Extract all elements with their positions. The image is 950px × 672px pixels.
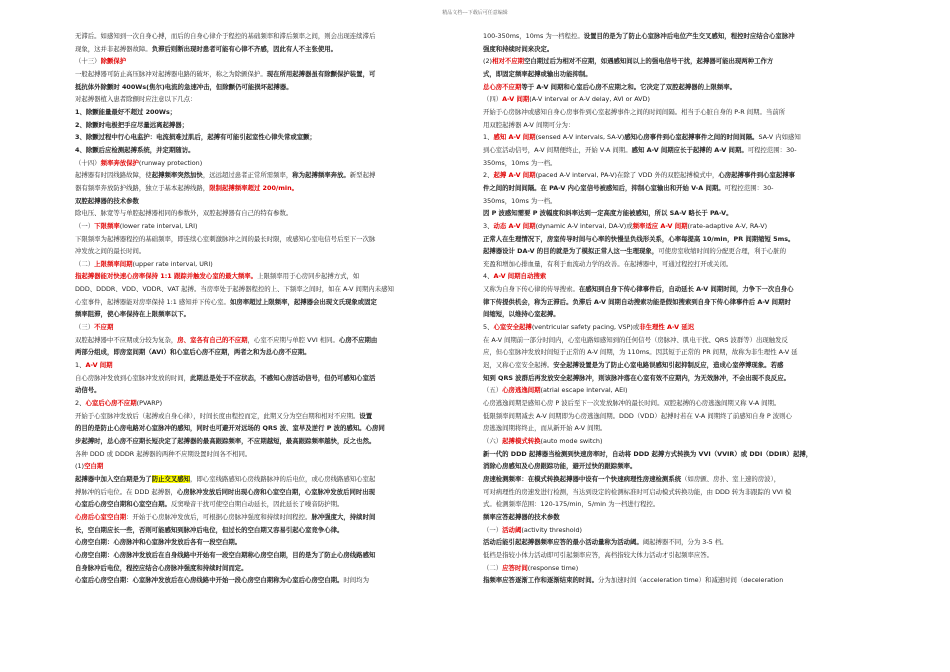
text-line [75, 473, 470, 486]
text-run: A-V 间期自动搜索 [493, 272, 547, 281]
text-run: 3、 [483, 221, 494, 230]
text-run: SA-V 内如感知 [758, 133, 801, 142]
text-run: （二） [483, 563, 503, 572]
text-run: 件之间的时间间隔。 [483, 183, 541, 192]
text-line [483, 182, 878, 195]
text-line [483, 435, 878, 448]
text-run: 低档是指较小体力活动即可引起频率应答，高档指较大体力活动才引起频率应答。 [483, 550, 714, 559]
text-run: 房速检测频率：在模式转换起搏器中设有一个快速病理性房速检测系统 [483, 474, 682, 483]
text-run: (atrial escape interval, AEI) [540, 386, 628, 395]
text-run: 安全起搏设置是为了防止心室电路误感知引起抑制反应，造成心室停博现象。若感 [553, 361, 784, 370]
text-line [483, 157, 878, 170]
text-run: 如房率超过上限频率，起搏器会出现文氏现象或固定 [229, 297, 377, 306]
text-run: 应答时间 [502, 563, 528, 572]
text-line [483, 422, 878, 435]
text-run: 3、除颤过程中行心电监护：电流损难过肌后，起搏有可能引起室性心律失常或室颤； [75, 133, 316, 142]
text-run: 总心房不应期 [483, 82, 522, 91]
text-run: （一） [483, 525, 503, 534]
text-line [75, 93, 470, 106]
text-run: 下限频率为起搏器程控的基础频率，即连续心室刺激脉冲之间的最长时限，或感知心室电信号后至下一次脉 [75, 234, 376, 243]
text-line [483, 524, 878, 537]
text-line [75, 296, 470, 309]
text-line [483, 93, 878, 106]
text-line [75, 220, 470, 233]
text-run: 下限频率 [94, 221, 120, 230]
text-run: 起搏模式转换 [502, 437, 541, 445]
text-run: (PVARP) [136, 399, 163, 408]
text-run: 350ms，10ms 为一档。 [483, 196, 557, 205]
text-run: 式，即固定频率起搏或输出功能抑制。 [483, 69, 592, 78]
text-run: DDD、DDDR、VDD、VDDR、VAT 起搏。当房率处于起搏器程控的上、下频率之间时，如在 A-V 间期内未感知 [75, 285, 394, 294]
text-run: 强度和持续时间来决定。 [483, 44, 554, 53]
text-line [75, 169, 470, 182]
text-run: 又称为自身下传心律的传导搜索。 [483, 285, 579, 294]
text-run: 因 P 波感知需要 P 波幅度和斜率达到一定高度方能被感知，所以 SA-V 略长于 PA-V。 [483, 209, 733, 218]
text-run: 房逃逸间期将终止，而从新开始 A-V 间期。 [483, 424, 607, 433]
text-run: 在除了 VDD 外的双腔起搏模式中， [617, 171, 719, 180]
text-line [75, 55, 470, 68]
text-run: 心房后心室空白期 [75, 512, 127, 521]
text-run: 心室后心房不应期 [85, 399, 137, 408]
text-run: 350ms，10ms 为一档。 [483, 158, 557, 167]
text-run: （如房颤、房扑、室上速的房波）， [681, 474, 781, 483]
text-line [483, 195, 878, 208]
text-run: 在 PA-V 内心室信号被感知后，抑制心室输出和开始 V-A 间期。 [540, 183, 725, 192]
text-run: 除颤保护 [100, 57, 127, 66]
text-line [483, 169, 878, 182]
text-run: 上限频率间期 [94, 259, 133, 268]
text-run: 搏脉冲的后电位。在 DDD 起搏器， [75, 487, 177, 496]
text-run: 限制起搏频率超过 200/min。 [209, 183, 299, 192]
text-run: (ventricular safety pacing, VSP) [531, 323, 633, 332]
text-run: 设置 [359, 411, 373, 420]
text-run: A-V 间期 [502, 95, 530, 104]
text-line [75, 397, 470, 410]
text-line [483, 81, 878, 94]
text-run: 开始于心房脉冲或感知自身心房事件到心室起搏事件之间的时间间隔。相当于心脏自身的 P-R 间期。当前所 [483, 107, 786, 116]
text-line [483, 233, 878, 246]
text-line [75, 81, 470, 94]
text-run: 起搏器中加入空白期是为了 [75, 474, 152, 483]
text-run: 负滞后则断出现时患者可能有心律不齐感，因此有人不主张使用。 [151, 44, 338, 53]
text-run: 称为起搏频率奔放。 [292, 171, 350, 180]
text-line [75, 562, 470, 575]
text-run: 式。检测频率范围：120-175/min，5/min 为一档进行程控。 [483, 500, 660, 509]
text-run: 心室后心房空白期：心室脉冲发放后在心房线路中开始一段心房空白期称为心室后心房空白期。 [75, 576, 344, 585]
text-line [75, 144, 470, 157]
text-run: ，远远超过患者正常所需频率， [202, 171, 293, 180]
text-line [483, 68, 878, 81]
text-line [483, 511, 878, 524]
text-run: 间缩短，以维持心室起搏。 [483, 310, 560, 319]
text-run: 长，空白期应长一些，否则可能感知到脉冲后电位，但过长的空白期又容易引起心室竞争心律。 [75, 525, 344, 534]
text-run: 1、 [75, 361, 86, 370]
text-line [483, 410, 878, 423]
text-line [483, 270, 878, 283]
text-line [483, 460, 878, 473]
text-line [75, 334, 470, 347]
text-line [75, 30, 470, 43]
text-run: 房、室各有自己的不应期 [177, 335, 248, 344]
text-line [75, 346, 470, 359]
text-line [483, 144, 878, 157]
text-run: （十三） [75, 57, 101, 66]
text-run: 5、 [483, 323, 494, 332]
text-line [483, 384, 878, 397]
text-run: 开始于心室脉冲发放后（起搏或自身心律），时间长度由程控而定，此期又分为空白期和相对不应期。 [75, 411, 360, 420]
text-run: 抵抗体外除颤时 400Ws(焦尔)电流的急速冲击，但除颤仍可能损坏起搏器。 [75, 82, 293, 91]
text-run: 新型起搏 [349, 171, 376, 180]
text-line [483, 574, 878, 587]
text-run: （四） [483, 95, 503, 104]
text-run: 分为加速时间（acceleration time）和减速时间（deceleration [598, 576, 784, 585]
text-run: 在 A-V 间期前一部分时间内，心室电路如感知到的任何信号（房脉冲、肌电干扰、QRS 波群等）出现触发反 [483, 335, 788, 344]
text-run: 心室后心房空白期和心室空白期。 [75, 500, 171, 509]
text-run: 律下传提供机会，称为正滞后。负滞后 A-V 间期自动搜索功能是假如搜索到自身下传心律事件后 A-V 间期时 [483, 297, 791, 306]
text-run: 2、 [483, 171, 494, 180]
text-run: 频率适应 A-V 间期 [632, 221, 688, 230]
text-line [483, 321, 878, 334]
text-run: (activity threshold) [521, 525, 583, 534]
text-run: 正常人在生理情况下，房室传导时间与心率的快慢呈负线形关系，心率每提高 10/min，PR 间期缩短 5ms。 [483, 234, 795, 243]
text-run: 充盈和增加心排血量，有利于血流动力学的改善。在起搏器中，可通过程控打开或关闭。 [483, 259, 733, 268]
text-run: 2、除颤时电极把手应尽量远离起搏器； [75, 120, 189, 129]
text-run: 现在所用起搏器虽有除颤保护装置，可 [266, 69, 376, 78]
text-run: 或 [626, 221, 633, 230]
text-line [483, 372, 878, 385]
text-line [75, 384, 470, 397]
text-run: 低限频率间期减去 A-V 间期即为心房逃逸间期。DDD（VDD）起搏时若在 V-A 间期终了前感知自身 P 波则心 [483, 411, 792, 420]
text-line [483, 106, 878, 119]
text-line [75, 448, 470, 461]
text-run: 自心房脉冲发放到心室脉冲发放的时间， [75, 373, 191, 382]
text-run: （六） [483, 437, 503, 445]
text-line [75, 549, 470, 562]
text-run: 对起搏器植入患者除颤时应注意以下几点： [75, 95, 197, 104]
text-run: 心房不应期由 [338, 335, 378, 344]
text-run: (rate-adaptive A-V, RA-V) [687, 221, 768, 230]
text-line [483, 308, 878, 321]
text-run: （一） [75, 221, 95, 230]
text-run: 知到 QRS 波群后再发放安全起搏脉冲，则该脉冲落在心室有效不应期内，为无效脉冲，不会出现不良反应。 [483, 373, 790, 382]
text-line [75, 195, 470, 208]
text-line [75, 283, 470, 296]
text-run: 感知 A-V 间期应长于起搏的 A-V 间期。 [631, 145, 748, 154]
text-run: （十四） [75, 158, 101, 167]
text-line [75, 233, 470, 246]
text-run: 的目的是防止心房电路对心室脉冲的感知，同时也可避开对远场的 QRS 波、室早及逆行 P 波的感知。心房同 [75, 424, 385, 433]
text-run: 活动阈 [502, 525, 522, 534]
text-run: 心室事件，起搏器能对房率保持 1:1 感知并下传心室。 [75, 297, 230, 306]
text-run: 此期总是处于不应状态，不感知心房活动信号，但仍可感知心室活 [190, 373, 376, 382]
text-line [75, 574, 470, 587]
text-run: 1、除颤能量最好不超过 200Ws； [75, 107, 177, 116]
page-header: 精品文档---下载后可任意编辑 [442, 10, 508, 16]
text-line [483, 359, 878, 372]
text-line [483, 334, 878, 347]
text-run: 可使房室收缩时间的分配更合理，利于心脏的 [658, 247, 787, 256]
text-run: 可对病理性的房速发进行检测，当达到设定的检测标准时可启动模式转换功能，由 DDD 转为非跟踪的 VVI 模 [483, 487, 792, 496]
text-line [75, 410, 470, 423]
text-run: 心房空白期：心房脉冲和心室脉冲发放后各有一段空白期。 [75, 538, 242, 547]
text-run: 等于 A-V 间期和心室后心房不应期之和。它决定了双腔起搏器的上限频率。 [521, 82, 736, 91]
text-run: ：开始于心房脉冲发放后，可根据心房脉冲强度和持续时间程控。 [126, 512, 312, 521]
text-run: 指起搏器能对快速心房率保持 1:1 跟踪并触发心室的最大频率。 [75, 272, 258, 281]
text-line [75, 372, 470, 385]
text-run: 用双腔起搏器 A-V 间期可分为： [483, 120, 575, 129]
text-run: 4、除颤后应检测起搏系统，并定期随访。 [75, 145, 195, 154]
text-line [483, 448, 878, 461]
text-line [75, 524, 470, 537]
text-run: 不应期 [94, 323, 114, 332]
text-run: 空白期过后为相对不应期，如遇感知间以上的强电信号干扰，起搏器可能出现两种工作方 [524, 57, 774, 66]
text-line [75, 270, 470, 283]
text-run: 防止交叉感知 [151, 474, 191, 483]
text-run: (lower rate interval, LRI) [119, 221, 198, 230]
text-run: 冲发放之间的最长时间。 [75, 247, 146, 256]
text-run: 4、 [483, 272, 494, 281]
text-line [75, 435, 470, 448]
text-line [75, 498, 470, 511]
text-run: (dynamic A-V interval, DA-V) [535, 221, 627, 230]
text-line [483, 43, 878, 56]
text-run: 阈起搏器不同，分为 3-5 档。 [642, 538, 728, 547]
text-run: 到心室活动信号，A-V 间期便终止，开始 V-A 间期。 [483, 145, 632, 154]
text-line [483, 207, 878, 220]
text-run: 100-350ms，10ms 为一档程控。 [483, 32, 584, 40]
text-line [483, 119, 878, 132]
text-run: 可程控范围：30- [747, 145, 797, 154]
text-run: (paced A-V interval, PA-V) [535, 171, 618, 180]
text-run: 无滞后。如感知到一次自身心搏，而后的自身心律介于程控的基础频率和滞后频率之间，则会出现连续滞后 [75, 32, 376, 40]
text-run: 脉冲强度大，持续时间 [311, 512, 376, 521]
text-run: (2) [483, 57, 493, 66]
text-line [75, 258, 470, 271]
text-line [75, 182, 470, 195]
text-line [483, 536, 878, 549]
text-run: 频率应答起搏器的技术参数 [483, 512, 560, 521]
text-run: 步起搏时，总心房不应期长短决定了起搏器的最高跟踪频率，不应期越短，最高跟踪频率越快，反之也然。 [75, 437, 376, 445]
text-run: 器有频率奔放防护线路，独立于基本起搏线路， [75, 183, 210, 192]
text-run: ，心室不应期与单腔 VVI 相同。 [247, 335, 339, 344]
text-line [75, 157, 470, 170]
text-line [75, 106, 470, 119]
text-run: （二） [75, 259, 95, 268]
text-run: A-V 间期 [85, 361, 113, 370]
text-run: 起搏器设计 DA-V 的目的就是为了模拟正常人这一生理现象， [483, 247, 659, 256]
text-line [75, 536, 470, 549]
text-line [75, 245, 470, 258]
text-run: (response time) [527, 563, 579, 572]
text-line [75, 68, 470, 81]
text-line [75, 308, 470, 321]
text-run: 心室安全起搏 [493, 323, 532, 332]
text-run: （三） [75, 323, 95, 332]
text-run: 频率奔放保护 [100, 158, 139, 167]
text-run: 频率阻滞，使心率保持在上限频率以下。 [75, 310, 191, 319]
text-line [483, 30, 878, 43]
text-run: 动态 A-V 间期 [493, 221, 536, 230]
text-line [75, 207, 470, 220]
text-line [483, 346, 878, 359]
text-run: 双腔起搏器的技术参数 [75, 196, 139, 205]
text-run: 相对不应期 [492, 57, 525, 66]
text-line [483, 131, 878, 144]
text-run: 活动后能引起起搏器频率应答的最小活动量称为活动阈。 [483, 538, 643, 547]
text-run: 心房起搏事件到心室起搏事 [718, 171, 796, 180]
text-run: (sensed A-V intervals, SA-V) [535, 133, 625, 142]
text-line [483, 397, 878, 410]
text-line [75, 119, 470, 132]
text-run: 应，但心室脉冲发放时间短于正常的 A-V 间期，为 110ms。因其短于正常的 PR 间期，故称为非生理性 A-V 延 [483, 348, 798, 357]
text-run: 消除心房感知及心房跟踪功能，避开过快的跟踪频率。 [483, 462, 637, 471]
text-run: 一般起搏器可防止高压脉冲对起搏器电路的破坏，称之为除颤保护。 [75, 69, 267, 78]
text-run: 现象，这并非起搏器故障。 [75, 44, 152, 53]
text-run: （五） [483, 386, 503, 395]
text-line [483, 549, 878, 562]
text-run: 在感知到自身下传心律事件后，自动延长 A-V 间期时间，力争下一次自身心 [578, 285, 794, 294]
text-line [75, 43, 470, 56]
text-run: ，即心室线路感知心房线路脉冲的后电位，或心房线路感知心室起 [190, 474, 376, 483]
text-line [483, 55, 878, 68]
text-run: (upper rate interval, URI) [132, 259, 213, 268]
text-run: 设置目的是为了防止心室脉冲后电位产生交叉感知，程控时应结合心室脉冲 [583, 32, 795, 40]
text-run: (A-V interval or A-V delay, AVI or AVD) [529, 95, 650, 104]
text-line [483, 486, 878, 499]
text-line [483, 498, 878, 511]
text-line [483, 220, 878, 233]
text-run: 迟，又称心室安全起搏。 [483, 361, 554, 370]
text-run: 心房脉冲发放后同时出现心房和心室空白期，心室脉冲发放后同时出现 [176, 487, 376, 496]
text-run: 指频率应答逐渐工作和逐渐结束的时间。 [483, 576, 599, 585]
left-column [75, 30, 470, 587]
text-run: 起搏频率突然加快 [151, 171, 203, 180]
text-run: (auto mode switch) [540, 437, 603, 445]
text-run: 心房空白期：心房脉冲发放后在自身线路中开始有一段空白期称心房空白期，目的是为了防止心房线路感知 [75, 550, 376, 559]
text-line [483, 258, 878, 271]
text-line [75, 460, 470, 473]
text-line [75, 131, 470, 144]
text-run: 心房逃逸间期是感知心房 P 波后至下一次发放脉冲的最长时间。双腔起搏的心房逃逸间期又称 V-A 间期。 [483, 399, 781, 408]
text-line [75, 422, 470, 435]
text-line [483, 296, 878, 309]
text-line [483, 283, 878, 296]
text-run: 动信号。 [75, 386, 101, 395]
text-line [75, 511, 470, 524]
text-run: 新一代的 DDD 起搏器当检测到快速房率时，自动将 DDD 起搏方式转换为 VVI（VVIR）或 DDI（DDIR）起搏， [483, 449, 813, 458]
text-line [75, 321, 470, 334]
text-run: 非生理性 A-V 延迟 [639, 323, 695, 332]
text-run: 感知 A-V 间期 [493, 133, 536, 142]
text-run: 上限频率用于心房同步起搏方式，如 [257, 272, 360, 281]
right-column [483, 30, 878, 587]
text-run: 各种 DDD 或 DDDR 起搏器的两种不应期设置时间各不相同。 [75, 449, 252, 458]
text-run: 可程控范围：30- [724, 183, 774, 192]
text-run: 2、 [75, 399, 86, 408]
text-run: 两部分组成，即房室间期（AVI）和心室后心房不应期，两者之和为总心房不应期。 [75, 348, 311, 357]
text-run: (1) [75, 462, 85, 471]
text-run: 或 [632, 323, 640, 332]
text-run: 反窦噪音干扰可使空白期自动延长，因此延长了噪音防护期。 [170, 500, 344, 509]
text-run: 自身脉冲后电位，程控应结合心房脉冲强度和持续时间而定。 [75, 563, 248, 572]
text-run: 1、 [483, 133, 494, 142]
text-line [483, 473, 878, 486]
text-run: 时间均为 [343, 576, 369, 585]
text-line [75, 486, 470, 499]
text-run: 心房逃逸间期 [502, 386, 541, 395]
text-run: 起搏器有时因线路故障，使 [75, 171, 152, 180]
text-run: 除电压、脉宽等与单腔起搏器相同的参数外，双腔起搏器有自己的特有参数。 [75, 209, 293, 218]
text-line [75, 359, 470, 372]
text-line [483, 245, 878, 258]
text-run: 空白期 [84, 462, 104, 471]
text-run: 双腔起搏器中不应期或分较为复杂， [75, 335, 178, 344]
text-run: 起搏 A-V 间期 [493, 171, 536, 180]
text-run: 感知心房事件到心室起搏事件之间的时间间隔。 [624, 133, 759, 142]
text-line [483, 562, 878, 575]
text-run: (runway protection) [138, 158, 203, 167]
